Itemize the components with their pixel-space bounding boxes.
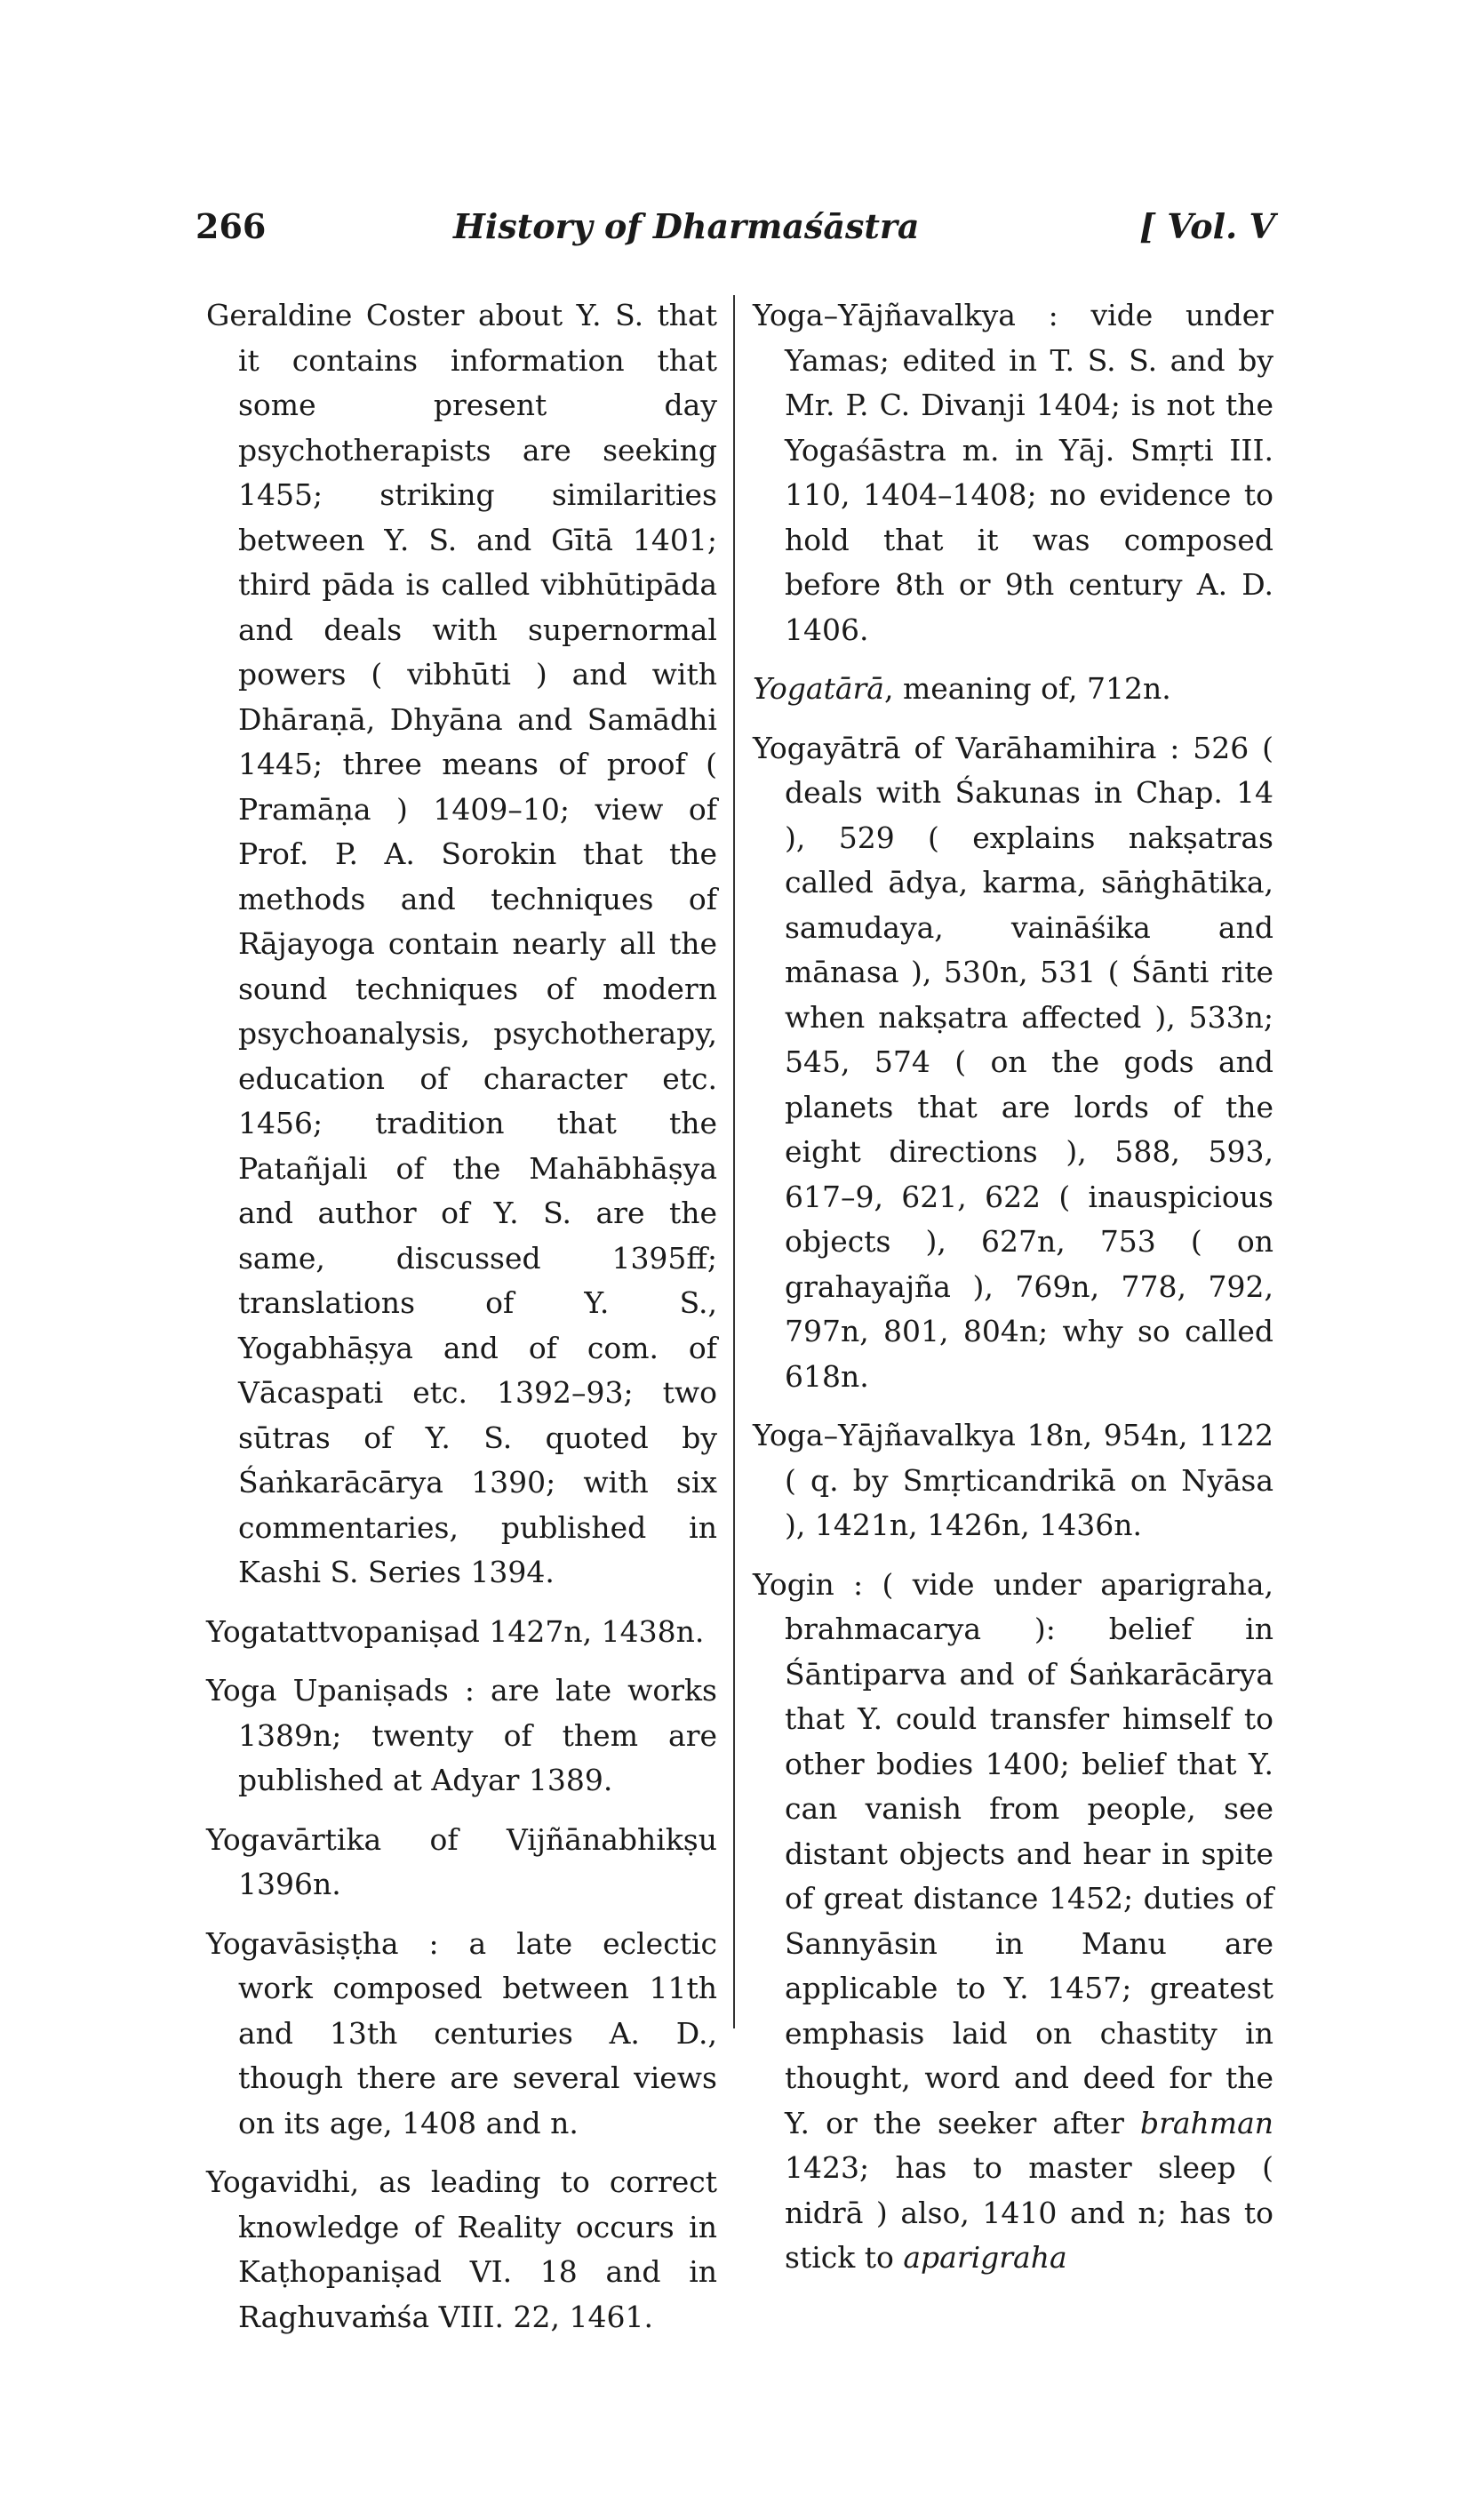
page-number: 266	[196, 206, 267, 246]
index-entry: Yoga–Yājñavalkya : vide under Yamas; edited in T. S. S. and by Mr. P. C. Divanji 1404; is not the Yogaśāstra m. in Yāj. Smṛti III. 110, 1404–1408; no evidence to hold that it was composed before 8th or 9th century A. D. 1406.	[753, 298, 1273, 647]
entry-headword: Yogatārā	[753, 671, 884, 706]
column-divider	[733, 295, 735, 2028]
index-entry	[753, 667, 1273, 712]
book-title: History of Dharmaśāstra	[453, 206, 920, 246]
right-column	[753, 293, 1273, 2295]
volume-label: [ Vol. V	[1139, 206, 1275, 246]
index-entry: Yogavāsiṣṭha : a late eclectic work composed between 11th and 13th centuries A. D., though there are several views on its age, 1408 and n.	[206, 1925, 717, 2140]
running-header	[196, 206, 1275, 268]
entry-text: Yogin : ( vide under aparigraha, brahmacarya ): belief in Śāntiparva and of Śaṅkarācārya that Y. could transfer himself to other bodies 1400; belief that Y. can vanish from people, see distant objects and hear in spite of great distance 1452; duties of Sannyāsin in Manu are applicable to Y. 1457; greatest emphasis laid on chastity in thought, word and deed for the Y. or the seeker after	[753, 1566, 1273, 2140]
entry-italic-term: brahman	[1139, 2105, 1273, 2140]
index-entry: Yoga Upaniṣads : are late works 1389n; twenty of them are published at Adyar 1389.	[206, 1673, 717, 1797]
index-entry: Yogatattvopaniṣad 1427n, 1438n.	[206, 1613, 705, 1649]
entry-italic-term: aparigraha	[903, 2240, 1067, 2275]
left-column	[206, 293, 717, 2354]
index-entry: Geraldine Coster about Y. S. that it contains information that some present day psychotherapists are seeking 1455; striking similarities between Y. S. and Gītā 1401; third pāda is called vibhūtipāda and deals with supernormal powers ( vibhūti ) and with Dhāraṇā, Dhyāna and Samādhi 1445; three means of proof ( Pramāṇa ) 1409–10; view of Prof. P. A. Sorokin that the methods and techniques of Rājayoga contain nearly all the sound techniques of modern psychoanalysis, psychotherapy, education of character etc. 1456; tradition that the Patañjali of the Mahābhāṣya and author of Y. S. are the same, discussed 1395ff; translations of Y. S., Yogabhāṣya and of com. of Vācaspati etc. 1392–93; two sūtras of Y. S. quoted by Śaṅkarācārya 1390; with six commentaries, published in Kashi S. Series 1394.	[206, 298, 717, 1589]
index-entry: Yogayātrā of Varāhamihira : 526 ( deals with Śakunas in Chap. 14 ), 529 ( explains nakṣatras called ādya, karma, sāṅghātika, samudaya, vaināśika and mānasa ), 530n, 531 ( Śānti rite when nakṣatra affected ), 533n; 545, 574 ( on the gods and planets that are lords of the eight directions ), 588, 593, 617–9, 621, 622 ( inauspicious objects ), 627n, 753 ( on grahayajña ), 769n, 778, 792, 797n, 801, 804n; why so called 618n.	[753, 730, 1273, 1394]
index-entry: Yoga–Yājñavalkya 18n, 954n, 1122 ( q. by Smṛticandrikā on Nyāsa ), 1421n, 1426n, 1436n.	[753, 1418, 1273, 1542]
index-entry: Yogavidhi, as leading to correct knowledge of Reality occurs in Kaṭhopaniṣad VI. 18 and in Raghuvaṁśa VIII. 22, 1461.	[206, 2164, 717, 2334]
entry-text: 1423; has to master sleep ( nidrā ) also, 1410 and n; has to stick to	[785, 2150, 1273, 2275]
index-entry	[753, 1563, 1273, 2281]
entry-text: , meaning of, 712n.	[883, 671, 1171, 706]
index-entry: Yogavārtika of Vijñānabhikṣu 1396n.	[206, 1821, 717, 1901]
